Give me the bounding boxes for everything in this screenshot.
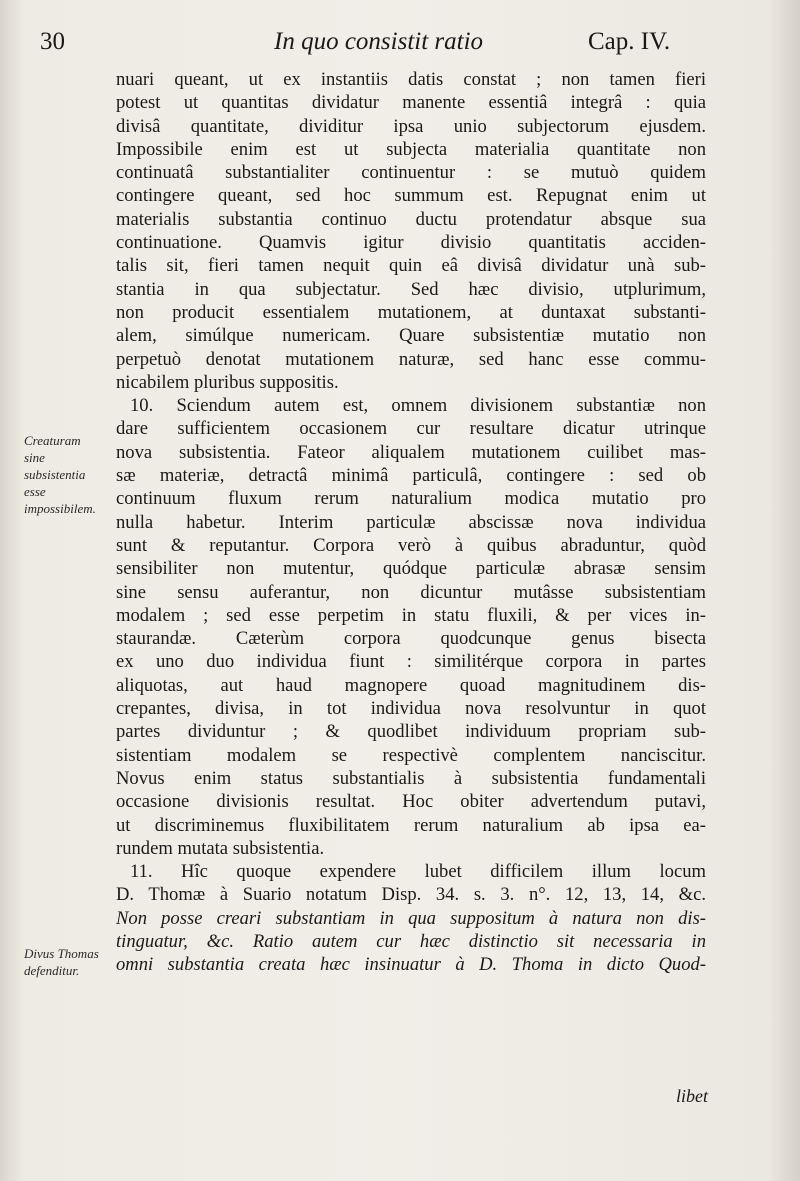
text-line-italic: tinguatur, &c. Ratio autem cur hæc distinctio sit necessaria in (116, 930, 706, 952)
text-line: continuum fluxum rerum naturalium modica mutatio pro (116, 488, 706, 510)
text-line: nova subsistentia. Fateor aliqualem mutationem cuilibet mas- (116, 441, 706, 463)
margin-note-creaturam: Creaturam sine subsistentia esse impossibilem. (24, 433, 96, 516)
text-line: nicabilem pluribus suppositis. (116, 371, 339, 393)
body-text (116, 68, 706, 977)
text-line: Novus enim status substantialis à subsistentia fundamentali (116, 767, 706, 789)
text-line: perpetuò denotat mutationem naturæ, sed hanc esse commu- (116, 348, 706, 370)
text-line: D. Thomæ à Suario notatum Disp. 34. s. 3. n°. 12, 13, 14, &c. (116, 884, 706, 906)
text-line: partes dividuntur ; & quodlibet individuum propriam sub- (116, 721, 706, 743)
text-line: sensibiliter non mutentur, quódque particulæ abrasæ sensim (116, 558, 706, 580)
page-header (40, 28, 775, 68)
text-line: continuatione. Quamvis igitur divisio quantitatis acciden- (116, 232, 706, 254)
text-line: dare sufficientem occasionem cur resultare dicatur utrinque (116, 418, 706, 440)
text-line: crepantes, divisa, in tot individua nova resolvuntur in quot (116, 698, 706, 720)
text-line-italic: Non posse creari substantiam in qua suppositum à natura non dis- (116, 907, 706, 929)
margin-note-divus-thomas: Divus Thomas defenditur. (24, 946, 99, 978)
text-line: sine sensu auferantur, non dicuntur mutâsse subsistentiam (116, 581, 706, 603)
text-line: non producit essentialem mutationem, at duntaxat substanti- (116, 301, 706, 323)
text-line: Impossibile enim est ut subjecta materialia quantitate non (116, 138, 706, 160)
text-line: ex uno duo individua fiunt : similitérque corpora in partes (116, 651, 706, 673)
text-line: sæ materiæ, detractâ minimâ particulâ, contingere : sed ob (116, 465, 706, 487)
text-line: potest ut quantitas dividatur manente essentiâ integrâ : quia (116, 92, 706, 114)
text-line: staurandæ. Cæterùm corpora quodcunque genus bisecta (116, 628, 706, 650)
text-line: ut discriminemus fluxibilitatem rerum naturalium ab ipsa ea- (116, 814, 706, 836)
chapter-label: Cap. IV. (588, 28, 671, 55)
text-line: nulla habetur. Interim particulæ abscissæ nova individua (116, 511, 706, 533)
text-line: modalem ; sed esse perpetim in statu fluxili, & per vices in- (116, 604, 706, 626)
text-line: stantia in qua subjectatur. Sed hæc divisio, utplurimum, (116, 278, 706, 300)
text-line: nuari queant, ut ex instantiis datis constat ; non tamen fieri (116, 69, 706, 90)
text-line: divisâ quantitate, dividitur ipsa unio subjectorum ejusdem. (116, 115, 706, 137)
text-line: materialis substantia continuo ductu protendatur absque sua (116, 208, 706, 230)
text-line: continuatâ substantialiter continuentur : se mutuò quidem (116, 162, 706, 184)
paragraph-11-start: 11. Hîc quoque expendere lubet difficilem illum locum (130, 861, 706, 883)
text-line: aliquotas, aut haud magnopere quoad magnitudinem dis- (116, 674, 706, 696)
page-number: 30 (40, 28, 65, 55)
text-line: sistentiam modalem se respectivè complentem nanciscitur. (116, 744, 706, 766)
text-line: sunt & reputantur. Corpora verò à quibus abraduntur, quòd (116, 534, 706, 556)
text-line: rundem mutata subsistentia. (116, 837, 325, 859)
paragraph-10-start: 10. Sciendum autem est, omnem divisionem substantiæ non (130, 395, 706, 417)
catchword: libet (676, 1086, 708, 1106)
text-line-italic: omni substantia creata hæc insinuatur à D. Thoma in dicto Quod- (116, 954, 706, 976)
text-line: alem, simúlque numericam. Quare subsistentiæ mutatio non (116, 325, 706, 347)
text-line: contingere queant, sed hoc summum est. Repugnat enim ut (116, 185, 706, 207)
running-title: In quo consistit ratio (274, 28, 484, 55)
text-line: talis sit, fieri tamen nequit quin eâ divisâ dividatur unà sub- (116, 255, 706, 277)
text-line: occasione divisionis resultat. Hoc obiter advertendum putavi, (116, 791, 706, 813)
